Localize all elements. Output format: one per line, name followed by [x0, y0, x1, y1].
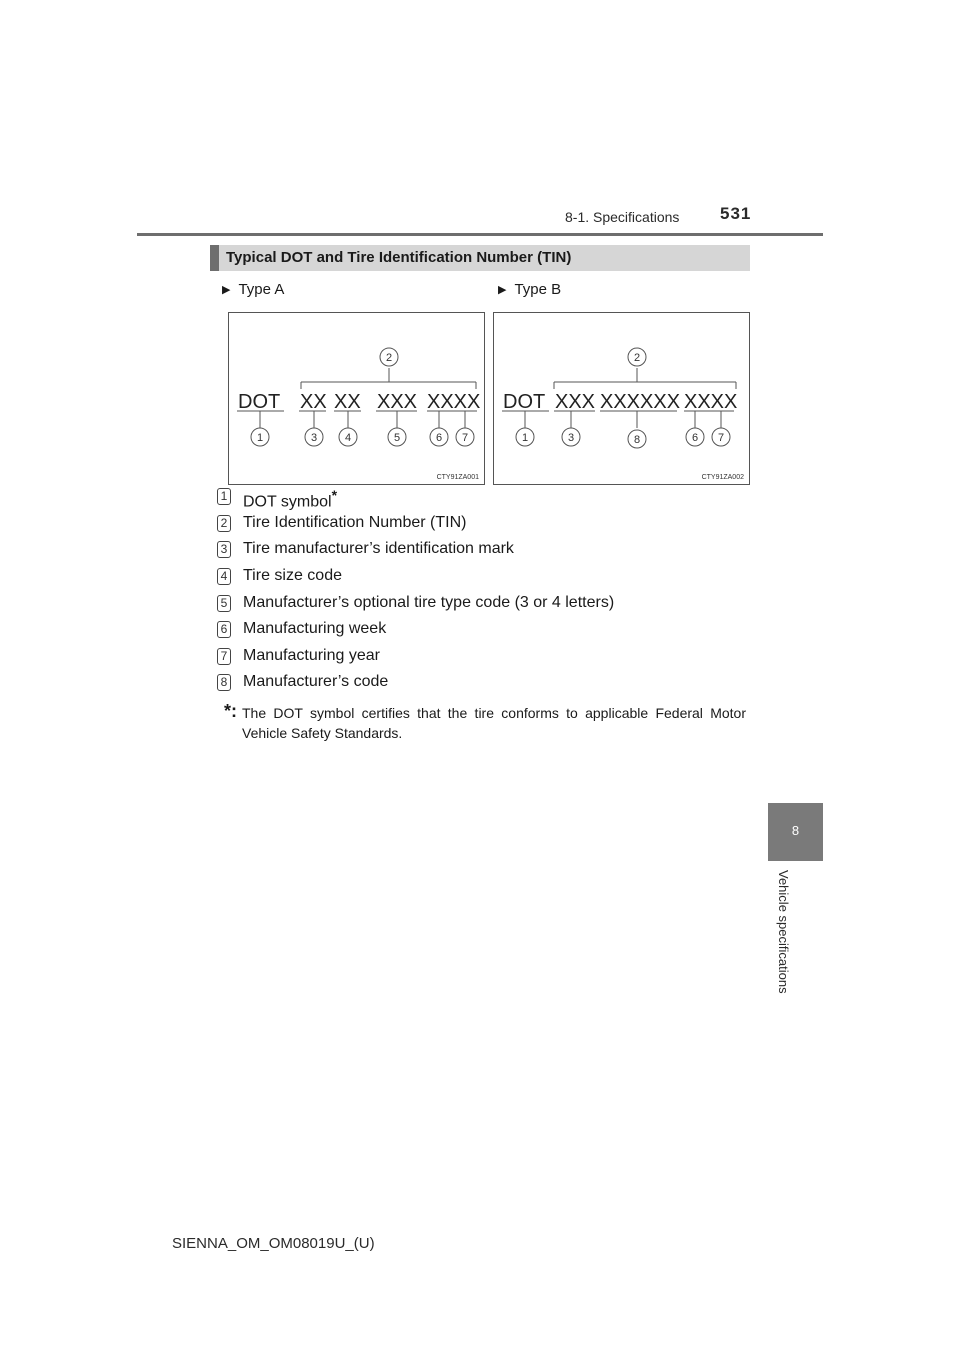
callout-number: 1	[521, 432, 529, 444]
legend-number-badge: 5	[217, 595, 231, 612]
figure-type-a	[228, 312, 485, 485]
type-a-label	[222, 281, 284, 298]
section-heading-bar	[210, 245, 750, 271]
legend-number-badge: 8	[217, 674, 231, 691]
callout-number: 7	[717, 432, 725, 444]
legend-text: Manufacturing week	[243, 620, 387, 637]
dot-segment: DOT	[238, 391, 281, 413]
section-title: Typical DOT and Tire Identification Number (TIN)	[226, 249, 572, 266]
callout-number: 8	[633, 434, 641, 446]
callout-number: 3	[567, 432, 575, 444]
legend-text: Manufacturing year	[243, 647, 380, 664]
tin-segment: XX	[334, 391, 361, 413]
chapter-tab	[768, 803, 823, 861]
legend-text: Manufacturer’s optional tire type code (3 or 4 letters)	[243, 594, 615, 611]
legend-text: DOT symbol*	[243, 487, 338, 511]
tin-segment: XXXX	[427, 391, 481, 413]
figure-type-b	[493, 312, 750, 485]
tin-diagram-type-b	[494, 313, 751, 486]
tin-segment: XXXX	[684, 391, 738, 413]
page-number: 531	[720, 204, 752, 223]
legend-text: Manufacturer’s code	[243, 673, 389, 690]
header-rule	[137, 233, 823, 236]
chapter-number: 8	[791, 823, 800, 838]
figure-code: CTY91ZA002	[701, 474, 744, 481]
document-id-footer: SIENNA_OM_OM08019U_(U)	[172, 1235, 375, 1252]
legend-number-badge: 2	[217, 515, 231, 532]
triangle-bullet-icon: ▶	[498, 284, 507, 296]
legend-text: Tire Identification Number (TIN)	[243, 514, 467, 531]
type-a-text: Type A	[238, 281, 285, 298]
chapter-title: Vehicle specifications	[776, 870, 791, 994]
tin-segment: XXX	[555, 391, 596, 413]
type-b-label	[498, 281, 561, 298]
legend-number-badge: 1	[217, 488, 231, 505]
tin-segment: XXXXXX	[600, 391, 681, 413]
legend-number-badge: 4	[217, 568, 231, 585]
dot-segment: DOT	[503, 391, 546, 413]
footnote-marker: *:	[224, 701, 237, 721]
legend-number-badge: 3	[217, 541, 231, 558]
figure-code: CTY91ZA001	[436, 474, 479, 481]
section-bar-accent	[210, 245, 219, 271]
callout-number: 4	[344, 432, 352, 444]
callout-number: 6	[691, 432, 699, 444]
tin-segment: XX	[300, 391, 327, 413]
section-reference: 8-1. Specifications	[565, 209, 680, 225]
legend-text: Tire manufacturer’s identification mark	[243, 540, 514, 557]
tin-diagram-type-a	[229, 313, 486, 486]
legend-number-badge: 7	[217, 648, 231, 665]
callout-number: 2	[385, 352, 393, 364]
legend-text: Tire size code	[243, 567, 342, 584]
callout-number: 6	[435, 432, 443, 444]
type-b-text: Type B	[514, 281, 562, 298]
chapter-title-vertical	[773, 870, 793, 1020]
footnote	[224, 703, 746, 743]
tin-segment: XXX	[377, 391, 418, 413]
footnote-text: The DOT symbol certifies that the tire conforms to applicable Federal Motor Vehicle Safety Standards.	[242, 705, 746, 741]
callout-number: 3	[310, 432, 318, 444]
callout-number: 7	[461, 432, 469, 444]
callout-number: 1	[256, 432, 264, 444]
callout-number: 2	[633, 352, 641, 364]
triangle-bullet-icon: ▶	[222, 284, 231, 296]
legend-number-badge: 6	[217, 621, 231, 638]
callout-number: 5	[393, 432, 401, 444]
